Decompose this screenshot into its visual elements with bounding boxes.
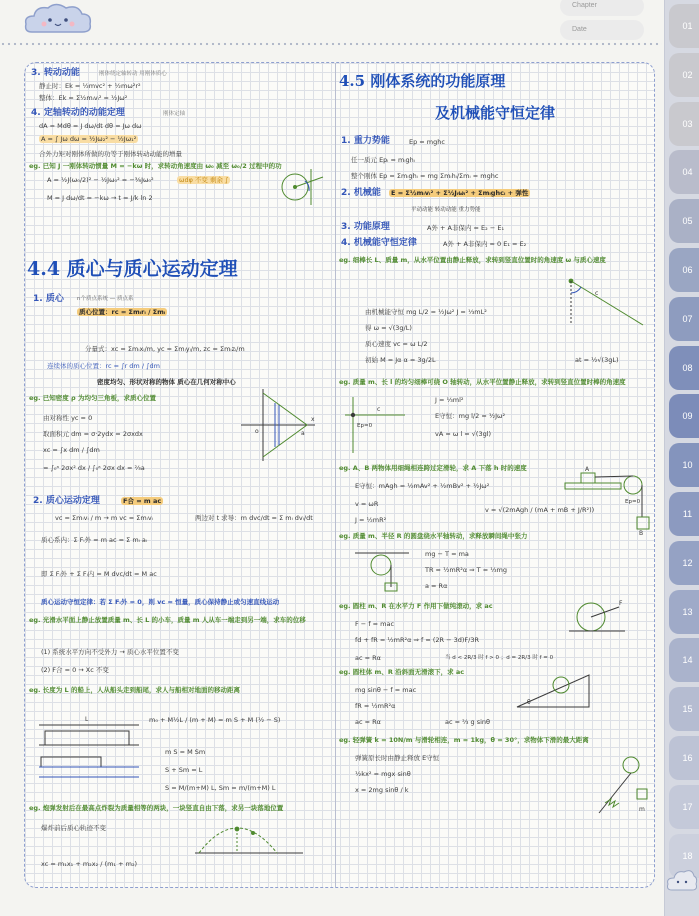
egr7-line-2: x = 2mg sinθ / k [355, 786, 409, 794]
rod-label-c: c [595, 290, 599, 297]
projectile-diagram [193, 809, 305, 859]
egr5-line-0: F − f = mac [355, 620, 395, 628]
egr2-prompt: eg. 质量 m、长 l 的均匀细棒可绕 O 轴转动，从水平位置静止释放，求转到竖直位置时棒的角速度 [339, 378, 626, 386]
eg4-eq1: m₀ + M½L / (m + M) = m S + M (½ − S) [149, 716, 281, 724]
tab-07[interactable]: 07 [669, 297, 699, 341]
egr1-line-3: 初始 M = Jα α = 3g/2L [365, 356, 436, 364]
triangle-origin: o [255, 428, 259, 435]
eg3-line-1: (1) 系统水平方向不受外力 → 质心水平位置不变 [41, 648, 179, 656]
dotted-divider [0, 42, 662, 46]
s1-eq1 [77, 309, 167, 316]
section-4-5-title-1: 4.5 刚体系统的功能原理 [339, 72, 506, 90]
date-field[interactable]: Date [560, 20, 644, 40]
item3-eq1: 静止时：Ek = ½mvc² + ½mω²r² [39, 82, 141, 90]
item4-eq2-highlight: A = ∫ Jω dω = ½Jω₂² − ½Jω₁² [41, 135, 137, 143]
egr1-end: at = ½√(3gL) [575, 356, 619, 364]
pivot-label-c: c [377, 406, 381, 413]
eg1-prompt: eg. 已知 J 一刚体转动惯量 M = −kω 时，求转动角速度由 ω₀ 减至 ω₀/2 过程中的功 [29, 162, 282, 170]
egr6-line-1: fR = ½mR²α [355, 702, 396, 710]
eg5-line: 爆炸前后质心轨迹不变 [41, 824, 106, 832]
tab-18[interactable]: 18 [669, 834, 699, 878]
tab-strip [664, 0, 699, 916]
r1-eq1: 任一质元 Epᵢ = mᵢghᵢ [351, 156, 415, 164]
tab-05[interactable]: 05 [669, 199, 699, 243]
r1-eq2: 整个刚体 Ep = Σmᵢghᵢ = mg Σmᵢhᵢ/Σmᵢ = mghc [351, 172, 499, 180]
s1-text: 密度均匀、形状对称的物体 质心在几何对称中心 [97, 378, 236, 386]
chapter-field[interactable]: Chapter [560, 0, 644, 16]
section-4-4-title: 4.4 质心与质心运动定理 [27, 258, 238, 280]
tab-15[interactable]: 15 [669, 687, 699, 731]
eg4-eq3: S + Sm = L [165, 766, 203, 774]
pivot-ep0-label: Ep=0 [357, 423, 373, 429]
egr4-line-0: mg − T = ma [425, 550, 469, 558]
section-4-5-title-2: 及机械能守恒定律 [435, 104, 556, 122]
tab-06[interactable]: 06 [669, 248, 699, 292]
item3-eq2: 整体：Ek = Σ½mᵢvᵢ² = ½Jω² [39, 94, 128, 102]
column-divider [335, 63, 336, 887]
tab-11[interactable]: 11 [669, 492, 699, 536]
egr1-line-2: 质心速度 vc = ω L/2 [365, 340, 428, 348]
eg3-line-2: (2) F合 = 0 → Xc 不变 [41, 666, 109, 674]
eg5-prompt: eg. 炮弹发射后在最高点炸裂为质量相等的两块，一块竖直自由下落，求另一块落地位置 [29, 804, 284, 812]
egr5-line-1: fd + fR = ½mR²α ⇒ f = (2R − 3d)F/3R [355, 636, 480, 644]
s1-note: n个质点系统 — 质点系 [77, 296, 134, 302]
s2-highlight [121, 498, 163, 505]
r4-title: 4. 机械能守恒定律 [341, 238, 417, 248]
eg2-line-0: 由对称性 yc = 0 [43, 414, 93, 422]
disk-rope-diagram [351, 549, 413, 593]
triangle-side-a: a [301, 430, 305, 437]
egr5-note: 当 d < 2R/3 时 f > 0 ；d = 2R/3 时 f = 0 [445, 655, 554, 661]
egr2-line-0: J = ⅓ml² [435, 396, 464, 404]
rod-diagram [565, 275, 649, 331]
egr7-prompt: eg. 轻弹簧 k = 10N/m 与滑轮相连，m = 1kg，θ = 30°，求物体下滑的最大距离 [339, 736, 589, 744]
pulley-label-A: A [585, 466, 590, 473]
tab-12[interactable]: 12 [669, 541, 699, 585]
egr3-end: v = √(2mAgh / (mA + mB + J/R²)) [485, 506, 595, 514]
egr5-line-2: ac = Rα [355, 654, 381, 662]
egr2-line-2: vA = ω l = √(3gl) [435, 430, 492, 438]
eg2-prompt: eg. 已知密度 ρ 为均匀三角板，求质心位置 [29, 394, 156, 402]
tab-09[interactable]: 09 [669, 394, 699, 438]
s1-title: 1. 质心 [33, 294, 64, 304]
s1-eq3: 连续体的质心位置：rc = ∫r dm / ∫dm [47, 362, 160, 370]
r2-sub: 平动动能 转动动能 重力势能 [411, 207, 481, 213]
egr3-line-0: E守恒：mAgh = ½mAv² + ½mBv² + ½Jω² [355, 482, 490, 490]
egr2-line-1: E守恒：mg l/2 = ½Jω² [435, 412, 506, 420]
r4-eq: A外 + A非保内 = 0 E₁ = E₂ [443, 240, 527, 248]
meta-fields [560, 0, 644, 44]
s2-highlight-box: F合 = m ac [123, 497, 162, 505]
egr6-line-2: ac = Rα [355, 718, 381, 726]
s2-eq4: 即 Σ Fᵢ外 + Σ Fᵢ内 = M dvc/dt = M ac [41, 570, 157, 578]
s1-eq1-highlight: 质心位置：rc = Σmᵢrᵢ / Σmᵢ [79, 308, 166, 316]
egr1-prompt: eg. 细棒长 L、质量 m，从水平位置由静止释放，求转到竖直位置时的角速度 ω 与质心速度 [339, 256, 606, 264]
tab-13[interactable]: 13 [669, 590, 699, 634]
s1-eq2: 分量式：xc = Σmᵢxᵢ/m, yc = Σmᵢyᵢ/m, zc = Σmᵢzᵢ/m [85, 345, 245, 353]
egr7-line-0: 弹簧原长时由静止释放 E守恒 [355, 754, 440, 762]
tab-02[interactable]: 02 [669, 53, 699, 97]
s2-eq2: 两边对 t 求导：m dvc/dt = Σ mᵢ dvᵢ/dt [195, 514, 313, 522]
eg2-line-2: xc = ∫x dm / ∫dm [43, 446, 100, 454]
eg1-note [177, 177, 230, 184]
eg4-eq2: m S = M Sm [165, 748, 206, 756]
tab-04[interactable]: 04 [669, 150, 699, 194]
egr4-prompt: eg. 质量 m、半径 R 的圆盘绕水平轴转动，求释放瞬间绳中张力 [339, 532, 528, 540]
spring-pulley-diagram [591, 753, 651, 823]
egr4-line-1: TR = ½mR²α ⇒ T = ⅓mg [425, 566, 507, 574]
egr6-prompt: eg. 圆柱体 m、R 沿斜面无滑滚下，求 ac [339, 668, 465, 676]
cloud-logo-icon [22, 2, 94, 38]
egr5-prompt: eg. 圆柱 m、R 在水平力 F 作用下做纯滚动，求 ac [339, 602, 493, 610]
eg3-prompt: eg. 光滑水平面上静止放置质量 m、长 L 的小车，质量 m 人从车一端走到另一端，求车的位移 [29, 616, 306, 624]
item4-title: 4. 定轴转动的动能定理 [31, 108, 125, 118]
incline-theta: θ [527, 699, 531, 706]
cylinder-label-F: F [619, 600, 623, 607]
r2-eq-highlight: E = Σ½mᵢvᵢ² + Σ½Jᵢωᵢ² + Σmᵢghcᵢ + 弹性 [391, 189, 529, 197]
item3-title: 3. 转动动能 [31, 68, 80, 78]
eg2-line-1: 取面积元 dm = σ·2ydx = 2σxdx [43, 430, 143, 438]
r3-title: 3. 功能原理 [341, 222, 390, 232]
eg4-eq4: S = M/(m+M) L, Sm = m/(m+M) L [165, 784, 276, 792]
triangle-plate-diagram [231, 385, 317, 463]
flywheel-diagram [275, 167, 331, 207]
egr1-line-0: 由机械能守恒 mg L/2 = ½Jω² J = ⅓mL² [365, 308, 487, 316]
egr1-line-1: 得 ω = √(3g/L) [365, 324, 412, 332]
pulley-label-B: B [639, 530, 644, 537]
boat-length-label: L [85, 716, 89, 723]
incline-diagram [513, 667, 593, 711]
eg5-eq: xc = m₁x₁ + m₂x₂ / (m₁ + m₂) [41, 860, 138, 868]
egr6-line-0: mg sinθ − f = mac [355, 686, 417, 694]
eg4-prompt: eg. 长度为 L 的船上，人从船头走到船尾，求人与船相对地面的移动距离 [29, 686, 240, 694]
eg1-eq1: A = ½J(ω₀/2)² − ½Jω₀² = −⅜Jω₀² [47, 176, 154, 184]
tab-17[interactable]: 17 [669, 785, 699, 829]
tab-01[interactable]: 01 [669, 4, 699, 48]
s2-law: 质心运动守恒定律：若 Σ Fᵢ外 = 0，则 vc = 恒量，质心保持静止或匀速直线运动 [41, 598, 280, 606]
item4-note: 刚体定轴 [163, 111, 186, 117]
item4-eq1: dA = Mdθ = J dω/dt dθ = Jω dω [39, 122, 142, 130]
item3-note: 刚体绕定轴转动 用刚体质心 [99, 71, 167, 77]
s2-title: 2. 质心运动定理 [33, 496, 100, 506]
boat-diagram [35, 705, 143, 789]
egr6-end: ac = ⅔ g sinθ [445, 718, 490, 726]
r2-eq [389, 190, 530, 197]
note-paper [24, 62, 655, 888]
pivot-rod-diagram [343, 393, 407, 455]
tab-10[interactable]: 10 [669, 443, 699, 487]
pulley-diagram [561, 463, 655, 537]
spring-label-m: m [639, 806, 645, 813]
r1-eq0: Ep = mghc [409, 138, 445, 146]
r3-eq: A外 + A非保内 = E₂ − E₁ [427, 224, 505, 232]
pulley-ep0-label: Ep=0 [625, 499, 641, 505]
egr3-prompt: eg. A、B 两物体用细绳相连跨过定滑轮，求 A 下落 h 时的速度 [339, 464, 527, 472]
s2-eq1: vc = Σmᵢvᵢ / m → m vc = Σmᵢvᵢ [55, 514, 153, 522]
tab-14[interactable]: 14 [669, 638, 699, 682]
egr3-line-1: v = ωR [355, 500, 379, 508]
tab-03[interactable]: 03 [669, 102, 699, 146]
eg2-line-3: = ∫₀ᵃ 2σx² dx / ∫₀ᵃ 2σx dx = ⅔a [43, 464, 145, 472]
egr3-line-2: J = ½mR² [355, 516, 387, 524]
item4-text: 合外力矩对刚体所做的功等于刚体转动动能的增量 [39, 150, 182, 158]
egr4-line-2: a = Rα [425, 582, 448, 590]
egr7-line-1: ½kx² = mgx sinθ [355, 770, 411, 778]
item4-eq2 [39, 136, 138, 143]
eg1-note-highlight: ωdφ 不变 剩余 ∫ [179, 176, 229, 184]
tab-16[interactable]: 16 [669, 736, 699, 780]
r1-title: 1. 重力势能 [341, 136, 390, 146]
triangle-axis-x: x [311, 416, 315, 423]
cylinder-force-diagram [567, 593, 627, 643]
r2-title: 2. 机械能 [341, 188, 381, 198]
eg1-eq2: M = J dω/dt = −kω → t = J/k ln 2 [47, 194, 153, 202]
cloud-footer-icon [666, 868, 698, 894]
tab-08[interactable]: 08 [669, 346, 699, 390]
s2-eq3: 质心系内：Σ Fᵢ外 = m ac = Σ mᵢ aᵢ [41, 536, 148, 544]
